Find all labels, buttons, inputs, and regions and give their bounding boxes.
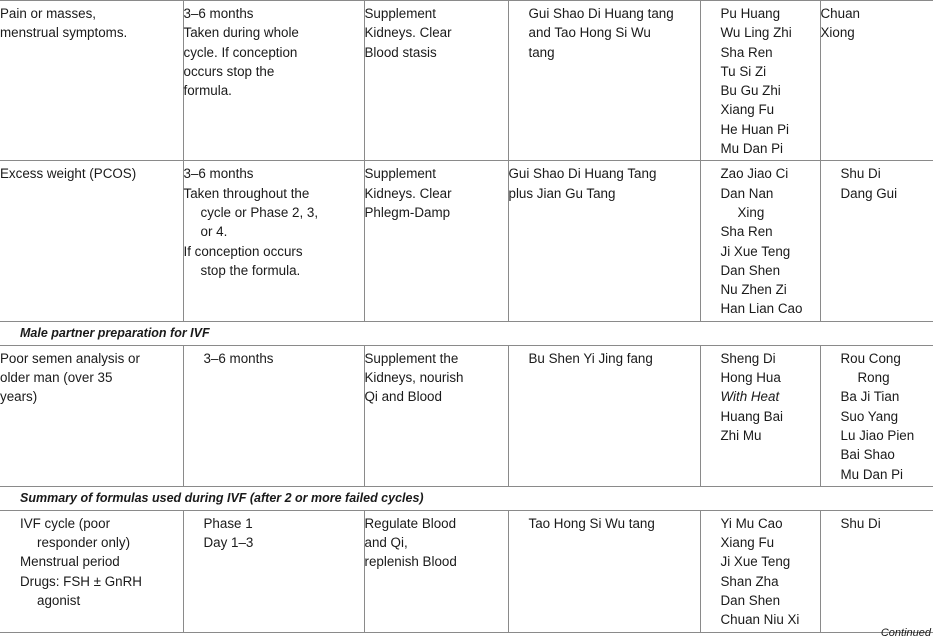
- table-row: [0, 1, 933, 161]
- principle-cell: Supplement the Kidneys, nourish Qi and Blood: [364, 345, 508, 486]
- section-heading-male: Male partner preparation for IVF: [0, 321, 933, 345]
- formula-cell: Gui Shao Di Huang tang and Tao Hong Si Wu tang: [508, 1, 700, 161]
- principle-cell: Supplement Kidneys. Clear Blood stasis: [364, 1, 508, 161]
- table-row: [0, 161, 933, 321]
- principle-cell: Regulate Blood and Qi, replenish Blood: [364, 510, 508, 632]
- section-row: [0, 321, 933, 345]
- duration-cell: 3–6 months Taken during whole cycle. If conception occurs stop the formula.: [183, 1, 364, 161]
- add-herbs-cell: Zao Jiao Ci Dan Nan Xing Sha Ren Ji Xue Teng Dan Shen Nu Zhen Zi Han Lian Cao: [700, 161, 820, 321]
- add-herbs-cell: Pu Huang Wu Ling Zhi Sha Ren Tu Si Zi Bu Gu Zhi Xiang Fu He Huan Pi Mu Dan Pi: [700, 1, 820, 161]
- formula-cell: Tao Hong Si Wu tang: [508, 510, 700, 632]
- section-row: [0, 486, 933, 510]
- condition-cell: IVF cycle (poor responder only) Menstrual period Drugs: FSH ± GnRH agonist: [0, 510, 183, 632]
- table-row: [0, 345, 933, 486]
- duration-cell: 3–6 months: [183, 345, 364, 486]
- remove-herbs-cell: Chuan Xiong: [820, 1, 933, 161]
- principle-cell: Supplement Kidneys. Clear Phlegm-Damp: [364, 161, 508, 321]
- section-heading-summary: Summary of formulas used during IVF (after 2 or more failed cycles): [0, 486, 933, 510]
- condition-cell: Excess weight (PCOS): [0, 161, 183, 321]
- condition-cell: Pain or masses, menstrual symptoms.: [0, 1, 183, 161]
- remove-herbs-cell: Shu Di Dang Gui: [820, 161, 933, 321]
- add-herbs-cell: Yi Mu Cao Xiang Fu Ji Xue Teng Shan Zha Dan Shen Chuan Niu Xi: [700, 510, 820, 632]
- formula-cell: Gui Shao Di Huang Tang plus Jian Gu Tang: [508, 161, 700, 321]
- duration-cell: Phase 1 Day 1–3: [183, 510, 364, 632]
- formula-cell: Bu Shen Yi Jing fang: [508, 345, 700, 486]
- table-row: [0, 510, 933, 632]
- add-herbs-cell: Sheng Di Hong Hua With Heat Huang Bai Zhi Mu: [700, 345, 820, 486]
- continued-label: Continued: [880, 627, 931, 639]
- condition-cell: Poor semen analysis or older man (over 35 years): [0, 345, 183, 486]
- remove-herbs-cell: Shu Di: [820, 510, 933, 632]
- duration-cell: 3–6 months Taken throughout the cycle or Phase 2, 3, or 4. If conception occurs stop the formula.: [183, 161, 364, 321]
- remove-herbs-cell: Rou Cong Rong Ba Ji Tian Suo Yang Lu Jiao Pien Bai Shao Mu Dan Pi: [820, 345, 933, 486]
